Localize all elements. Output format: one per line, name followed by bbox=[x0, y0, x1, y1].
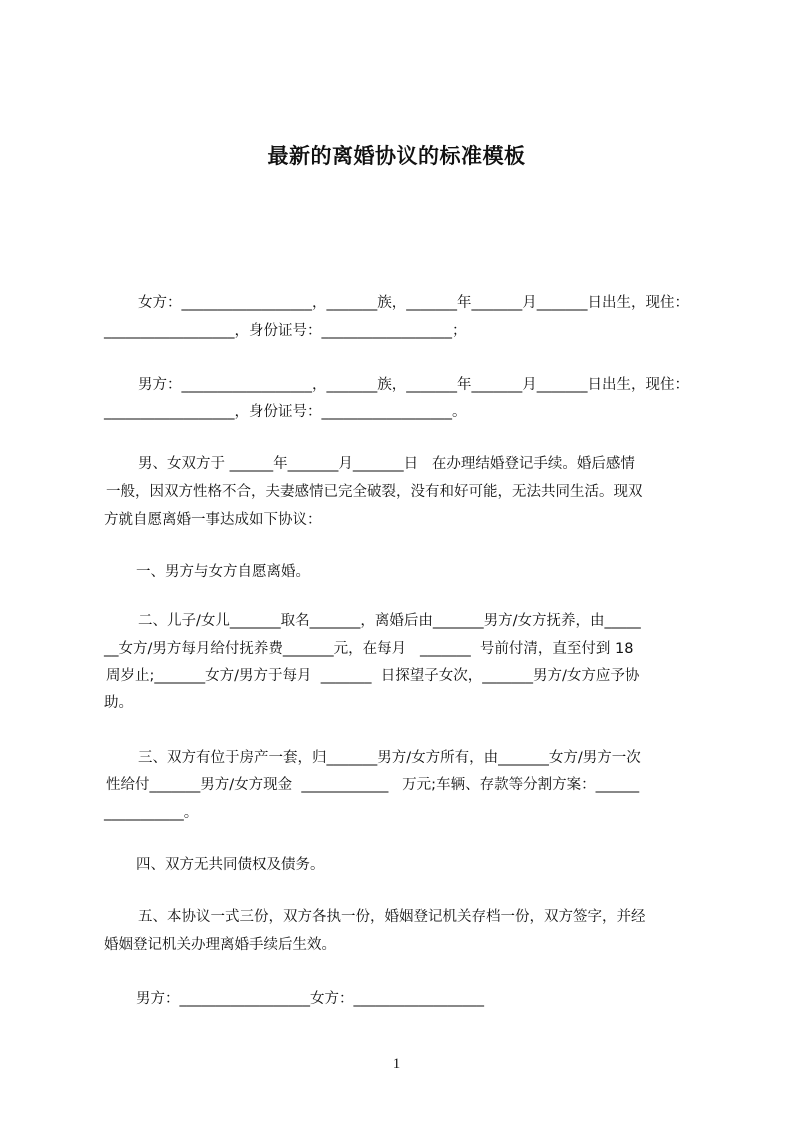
preamble-line-2: 一般，因双方性格不合，夫妻感情已完全破裂，没有和好可能，无法共同生活。现双 bbox=[106, 484, 643, 500]
clause-5-line-1: 五、本协议一式三份，双方各执一份，婚姻登记机关存档一份，双方签字，并经 bbox=[138, 909, 646, 925]
clause-2-line-4: 助。 bbox=[104, 695, 133, 711]
page-number: 1 bbox=[392, 1056, 401, 1072]
female-party-line-2: __________________，身份证号：__________________； bbox=[104, 323, 467, 339]
signature-line: 男方：__________________女方：__________________ bbox=[136, 991, 484, 1007]
female-party-line-1: 女方：__________________，_______族，_______年_______月_______日出生，现住： bbox=[138, 295, 689, 311]
clause-2-line-1: 二、儿子/女儿_______取名_______，离婚后由_______男方/女方抚养，由_____ bbox=[138, 613, 641, 629]
clause-3-line-3: ___________。 bbox=[104, 805, 199, 821]
clause-5-line-2: 婚姻登记机关办理离婚手续后生效。 bbox=[104, 937, 336, 953]
clause-2-line-3: 周岁止;_______女方/男方于每月 _______ 日探望子女次，_______男方/女方应予协 bbox=[106, 668, 640, 684]
clause-4: 四、双方无共同债权及债务。 bbox=[136, 857, 325, 873]
clause-3-line-1: 三、双方有位于房产一套，归_______男方/女方所有，由_______女方/男方一次 bbox=[138, 750, 641, 766]
preamble-line-1: 男、女双方于 ______年_______月_______日 在办理结婚登记手续。婚后感情 bbox=[138, 456, 635, 472]
male-party-line-1: 男方：__________________，_______族，_______年_______月_______日出生，现住： bbox=[138, 377, 689, 393]
clause-2-line-2: __女方/男方每月给付抚养费_______元，在每月 _______ 号前付清，直至付到 18 bbox=[104, 641, 634, 657]
male-party-line-2: __________________，身份证号：__________________。 bbox=[104, 404, 467, 420]
clause-1: 一、男方与女方自愿离婚。 bbox=[136, 564, 310, 580]
document-title: 最新的离婚协议的标准模板 bbox=[267, 144, 526, 168]
clause-3-line-2: 性给付_______男方/女方现金 ____________ 万元;车辆、存款等分割方案：______ bbox=[106, 777, 640, 793]
preamble-line-3: 方就自愿离婚一事达成如下协议： bbox=[104, 512, 322, 528]
